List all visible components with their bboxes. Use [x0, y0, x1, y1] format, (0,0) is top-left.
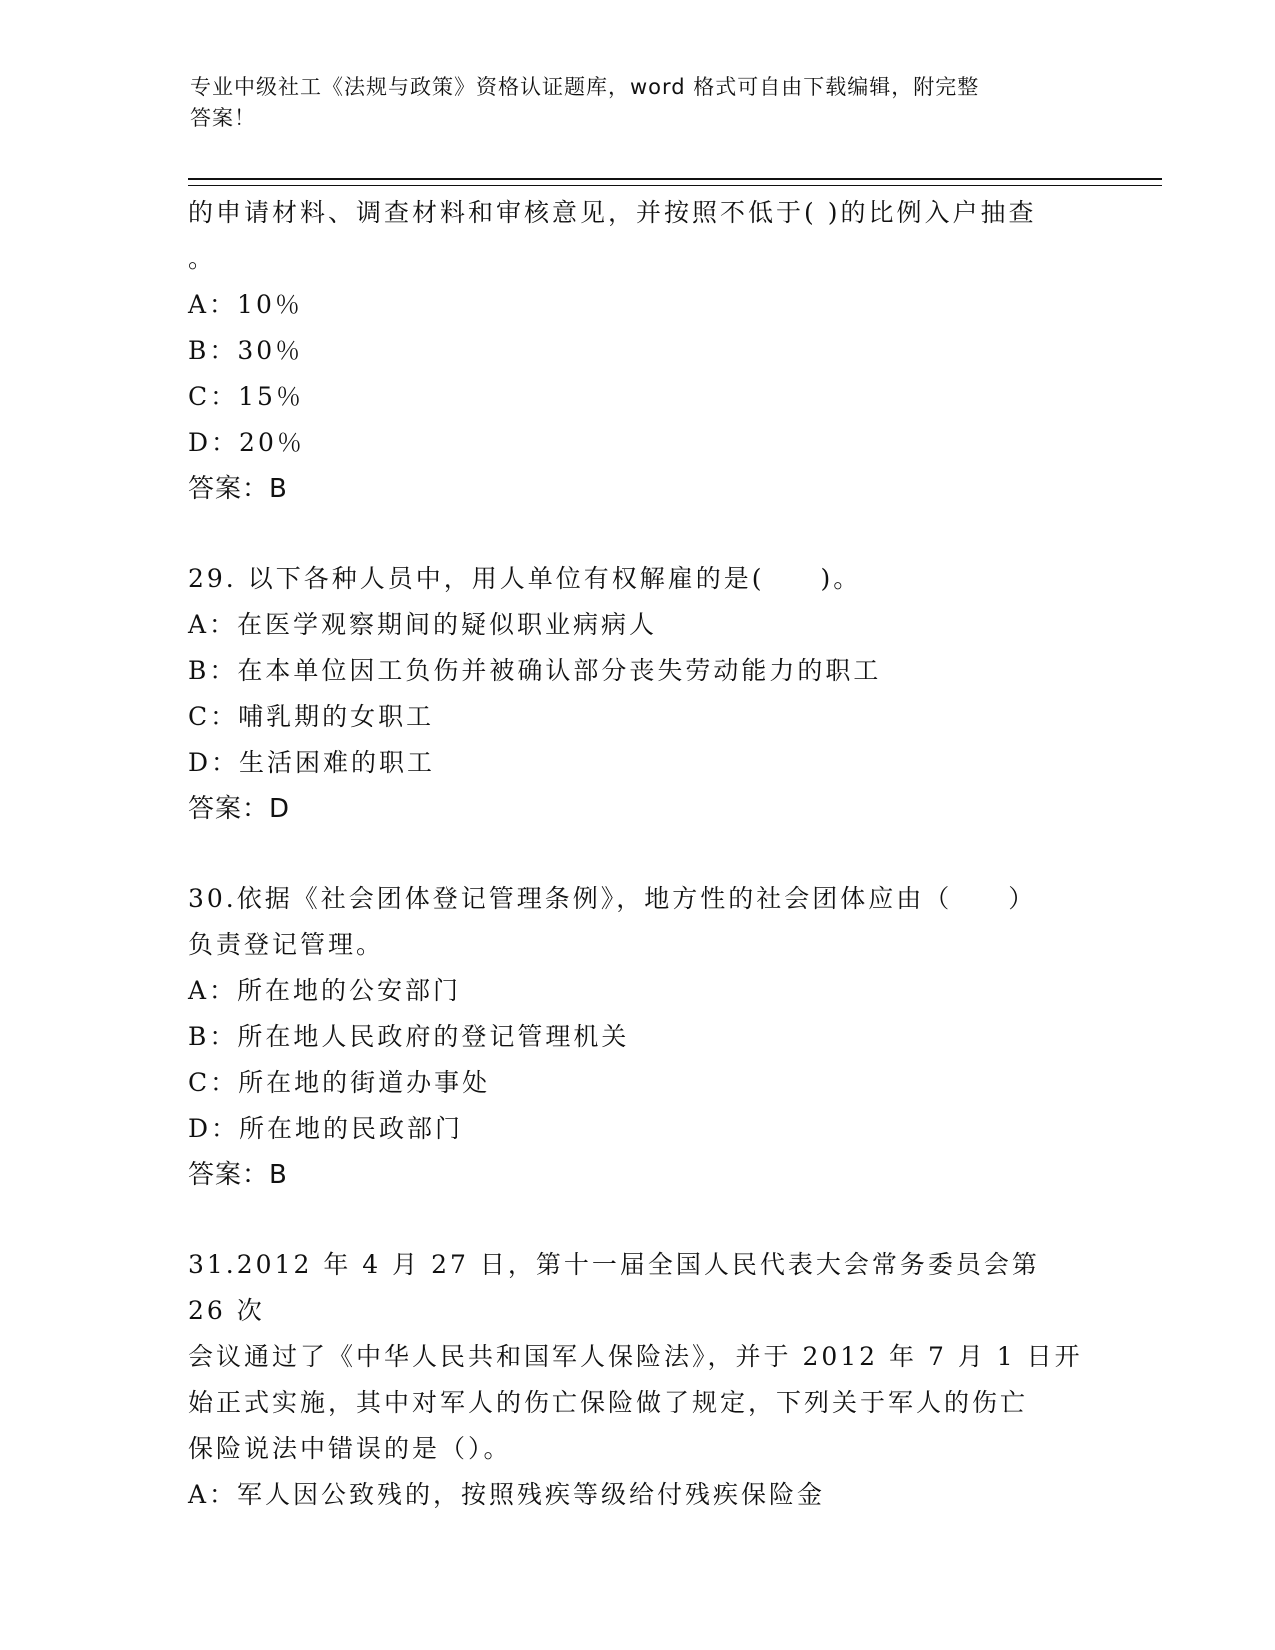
answer: 答案：D [188, 794, 291, 824]
option-b: B：所在地人民政府的登记管理机关 [188, 1022, 630, 1051]
question-stem: 31.2012 年 4 月 27 日，第十一届全国人民代表大会常务委员会第 26 次 [188, 1250, 1051, 1325]
option-c: C：15％ [188, 382, 304, 411]
option-a: A：军人因公致残的，按照残疾等级给付残疾保险金 [188, 1480, 826, 1509]
answer: 答案：B [188, 1160, 288, 1190]
question-31 [188, 1242, 1088, 1518]
option-a: A：在医学观察期间的疑似职业病病人 [188, 610, 658, 639]
option-d: D：生活困难的职工 [188, 748, 436, 777]
question-29 [188, 556, 1088, 832]
page-header [190, 72, 1090, 134]
option-b: B：30％ [188, 336, 304, 365]
option-d: D：所在地的民政部门 [188, 1114, 464, 1143]
option-a: A：10％ [188, 290, 303, 319]
answer: 答案：B [188, 474, 288, 504]
header-line-2: 答案！ [190, 106, 256, 130]
question-stem: 的申请材料、调查材料和审核意见，并按照不低于( )的比例入户抽查 [188, 198, 1037, 227]
option-a: A：所在地的公安部门 [188, 976, 462, 1005]
question-30 [188, 876, 1088, 1198]
question-stem: 始正式实施，其中对军人的伤亡保险做了规定，下列关于军人的伤亡 [188, 1388, 1029, 1417]
question-stem: 保险说法中错误的是（）。 [188, 1434, 512, 1463]
option-c: C：哺乳期的女职工 [188, 702, 435, 731]
header-divider [188, 178, 1162, 186]
question-list [188, 190, 1088, 1518]
question-stem: 负责登记管理。 [188, 930, 385, 959]
spacer [188, 512, 1088, 556]
option-d: D：20％ [188, 428, 305, 457]
question-stem: 30.依据《社会团体登记管理条例》，地方性的社会团体应由（ ） [188, 884, 1037, 913]
spacer [188, 832, 1088, 876]
option-b: B：在本单位因工负伤并被确认部分丧失劳动能力的职工 [188, 656, 882, 685]
question-28 [188, 190, 1088, 512]
header-line-1: 专业中级社工《法规与政策》资格认证题库，word 格式可自由下载编辑，附完整 [190, 75, 980, 99]
option-c: C：所在地的街道办事处 [188, 1068, 491, 1097]
question-stem: 。 [188, 244, 217, 273]
question-stem: 29. 以下各种人员中，用人单位有权解雇的是( )。 [188, 564, 862, 593]
spacer [188, 1198, 1088, 1242]
question-stem: 会议通过了《中华人民共和国军人保险法》，并于 2012 年 7 月 1 日开 [188, 1342, 1083, 1371]
